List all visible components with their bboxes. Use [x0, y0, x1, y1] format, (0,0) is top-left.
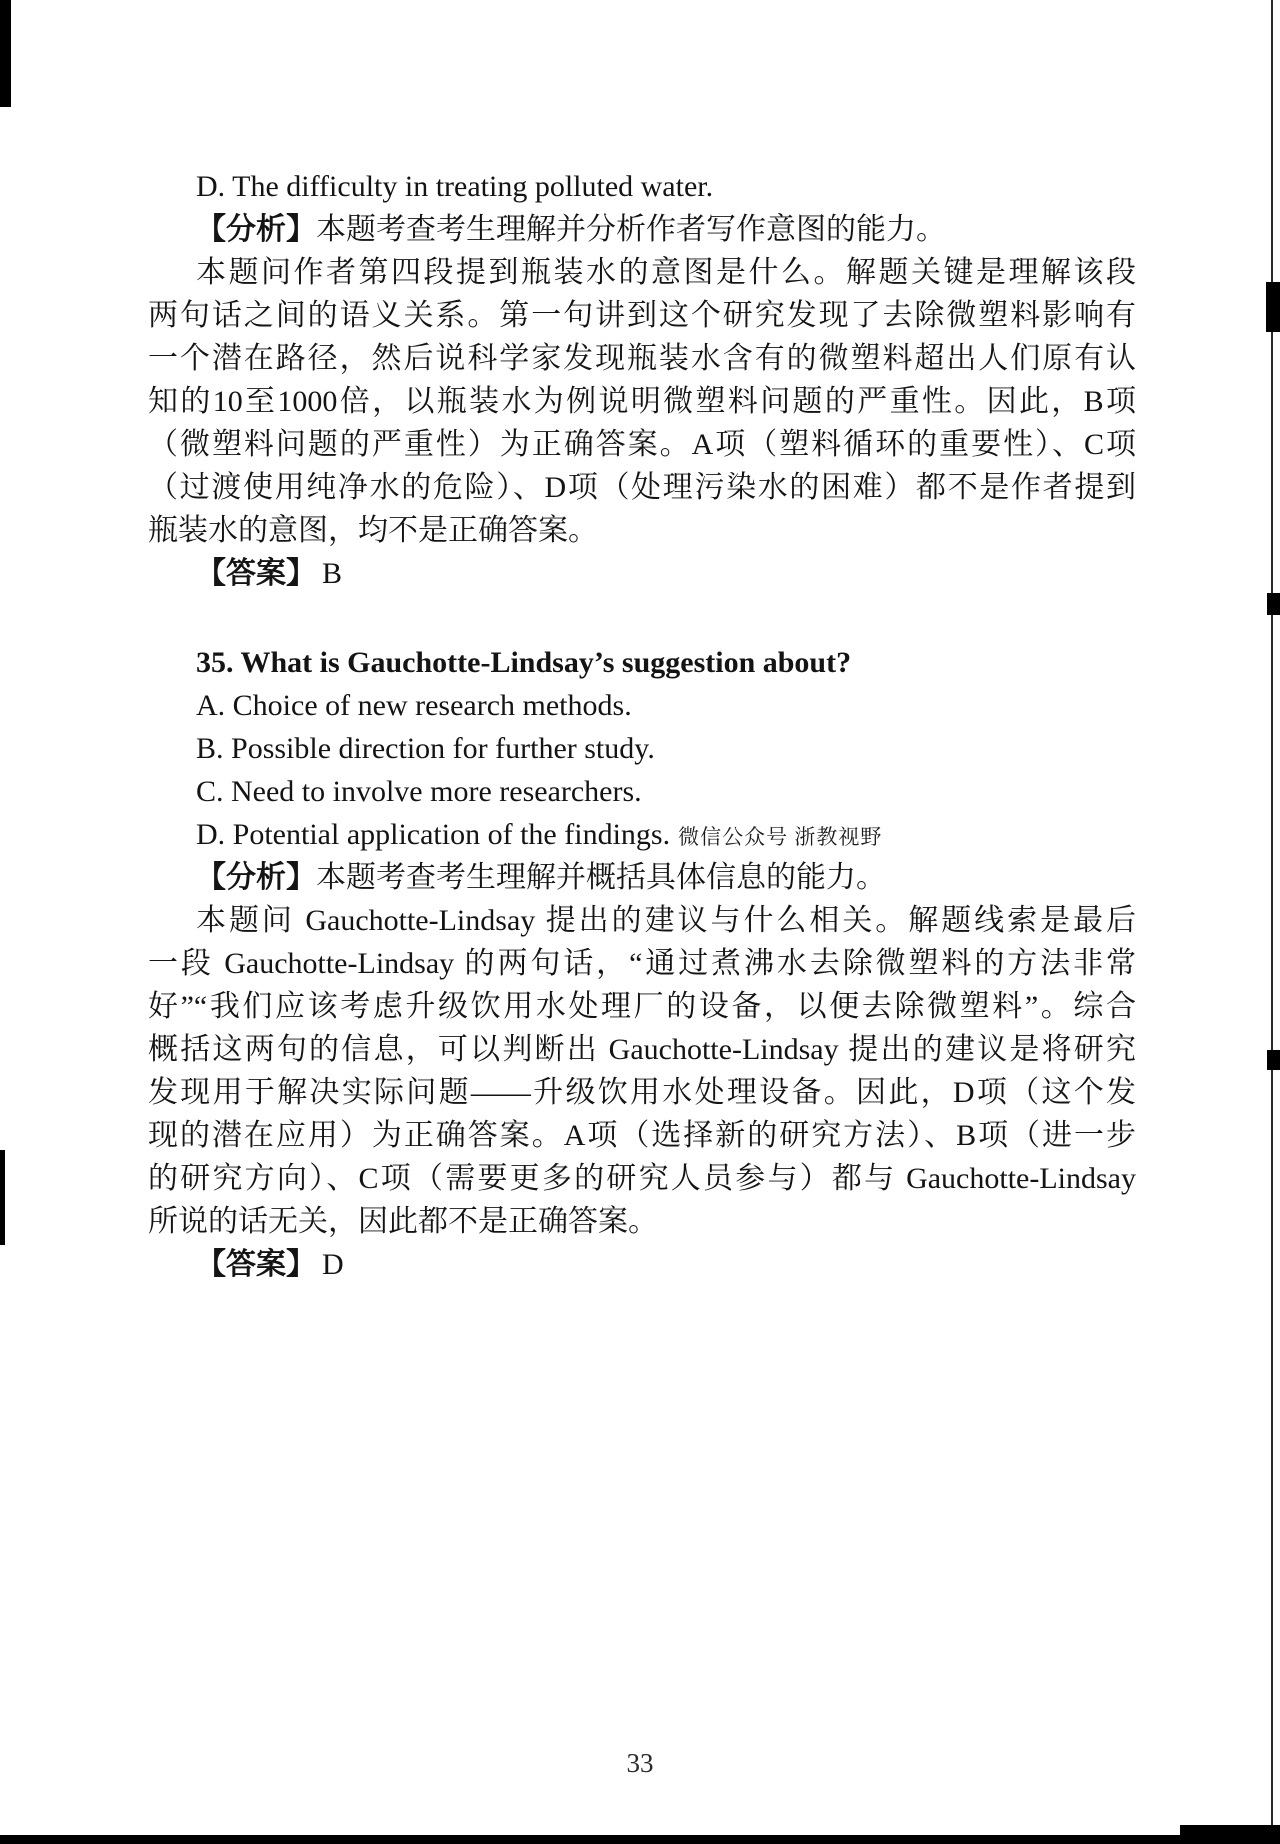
text-line: 一段 Gauchotte-Lindsay 的两句话，“通过煮沸水去除微塑料的方法非常: [148, 947, 1136, 980]
text-line: 的研究方向）、C项（需要更多的研究人员参与）都与 Gauchotte-Lindsay: [148, 1162, 1136, 1195]
text-line: 现的潜在应用）为正确答案。A项（选择新的研究方法）、B项（进一步: [148, 1119, 1136, 1152]
text-line: 知的10至1000倍，以瓶装水为例说明微塑料问题的严重性。因此，B项: [148, 385, 1136, 418]
q35-option-d: [148, 813, 1136, 856]
page-content: [148, 165, 1136, 1286]
scan-artifact-right-tick-1: [1266, 282, 1280, 332]
q35-answer-value: D: [322, 1248, 344, 1281]
scan-artifact-right-tick-2: [1267, 593, 1280, 615]
q34-answer-value: B: [322, 557, 343, 590]
text-line: 本题问 Gauchotte-Lindsay 提出的建议与什么相关。解题线索是最后: [196, 904, 1136, 937]
q34-answer-line: [148, 552, 1136, 595]
scan-artifact-bottom-edge: [0, 1835, 1280, 1844]
text-line: 好”“我们应该考虑升级饮用水处理厂的设备，以便去除微塑料”。综合: [148, 990, 1136, 1023]
q35-answer-label: 【答案】: [196, 1248, 316, 1281]
wechat-watermark: 微信公众号 浙教视野: [678, 825, 883, 849]
scan-artifact-right-tick-3: [1267, 1050, 1280, 1070]
q35-option-b: B. Possible direction for further study.: [196, 732, 655, 765]
page-number: 33: [626, 1748, 654, 1778]
q34-analysis-label: 【分析】: [196, 213, 316, 246]
q35-analysis-paragraph: [148, 899, 1136, 1243]
text-line: （微塑料问题的严重性）为正确答案。A项（塑料循环的重要性）、C项: [148, 428, 1136, 461]
q35-analysis-label: 【分析】: [196, 861, 316, 894]
scan-artifact-left-mid: [0, 1150, 5, 1245]
scan-artifact-left-top: [0, 0, 11, 107]
q34-answer-label: 【答案】: [196, 557, 316, 590]
text-line: 概括这两句的信息，可以判断出 Gauchotte-Lindsay 提出的建议是将研究: [148, 1033, 1136, 1066]
text-line: 瓶装水的意图，均不是正确答案。: [148, 514, 598, 547]
text-line: 本题问作者第四段提到瓶装水的意图是什么。解题关键是理解该段: [196, 256, 1136, 289]
q35-title: 35. What is Gauchotte-Lindsay’s suggestion about?: [196, 646, 852, 679]
scan-artifact-bottom-corner: [1180, 1825, 1280, 1844]
text-line: 两句话之间的语义关系。第一句讲到这个研究发现了去除微塑料影响有: [148, 299, 1136, 332]
q35-analysis-line: [148, 856, 1136, 899]
q34-analysis-paragraph: [148, 251, 1136, 552]
q34-analysis-text: 本题考查考生理解并分析作者写作意图的能力。: [316, 213, 946, 246]
text-line: 一个潜在路径，然后说科学家发现瓶装水含有的微塑料超出人们原有认: [148, 342, 1136, 375]
text-line: 发现用于解决实际问题——升级饮用水处理设备。因此，D项（这个发: [148, 1076, 1136, 1109]
q34-option-d: D. The difficulty in treating polluted water.: [196, 170, 714, 203]
q35-option-d-text: D. Potential application of the findings.: [196, 818, 671, 851]
q35-analysis-text: 本题考查考生理解并概括具体信息的能力。: [316, 861, 886, 894]
q35-answer-line: [148, 1243, 1136, 1286]
text-line: 所说的话无关，因此都不是正确答案。: [148, 1205, 658, 1238]
q35-option-a: A. Choice of new research methods.: [196, 689, 632, 722]
q35-option-c: C. Need to involve more researchers.: [196, 775, 642, 808]
q34-analysis-line: [148, 208, 1136, 251]
text-line: （过渡使用纯净水的危险）、D项（处理污染水的困难）都不是作者提到: [148, 471, 1136, 504]
scan-artifact-right-edge: [1271, 0, 1273, 1844]
